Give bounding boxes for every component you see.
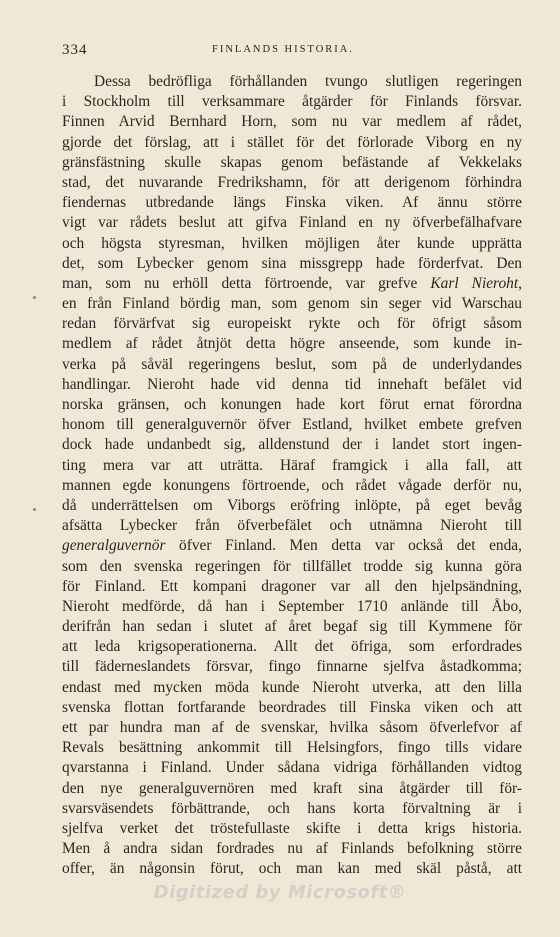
- text-line: ting mera var att uträtta. Häraf framgick i alla fall, att: [62, 456, 522, 474]
- text-line: och högsta styresman, hvilken möjligen åter kunde upprätta: [62, 234, 522, 252]
- digitization-watermark: Digitized by Microsoft®: [153, 882, 407, 903]
- text-line: fiendernas utbredande längs Finska viken. Af ännu större: [62, 194, 522, 212]
- text-line: för Finland. Ett kompani dragoner var all den hjelpsändning,: [62, 577, 522, 595]
- text-line: stad, det nuvarande Fredrikshamn, för att derigenom förhindra: [62, 173, 522, 191]
- text-line: afsätta Lybecker från öfverbefälet och utnämna Nieroht till: [62, 517, 522, 535]
- text-line: dock hade undanbedt sig, alldenstund der i landet stort ingen-: [62, 436, 522, 454]
- text-line: i Stockholm till verksammare åtgärder för Finlands försvar.: [62, 93, 522, 111]
- text-line: Revals besättning ankommit till Helsingfors, fingo tills vidare: [62, 739, 522, 757]
- body-text: [62, 72, 522, 880]
- text-line: mannen egde konungens förtroende, och rådet vågade derför nu,: [62, 476, 522, 494]
- text-line: Men å andra sidan fordrades nu af Finlands befolkning större: [62, 840, 522, 858]
- text-line: sjelfva verket det tröstefullaste skifte i detta krigs historia.: [62, 819, 522, 837]
- text-line: svenska flottan fortfarande beordrades till Finska viken och att: [62, 698, 522, 716]
- text-line: den nye generalguvernören med kraft sina åtgärder till för-: [62, 779, 522, 797]
- text-line: qvarstanna i Finland. Under sådana vidriga förhållanden vidtog: [62, 759, 522, 777]
- page-header: [62, 42, 504, 62]
- text-line: vigt var rådets beslut att gifva Finland en ny öfverbefälhafvare: [62, 214, 522, 232]
- text-line: ett par hundra man af de svenskar, hvilka såsom öfverlefvor af: [62, 719, 522, 736]
- page-number: 334: [62, 42, 88, 58]
- text-line: en från Finland bördig man, som genom sin seger vid Warschau: [62, 295, 522, 313]
- text-line: till fäderneslandets försvar, fingo finnarne sjelfva åstadkomma;: [62, 658, 522, 676]
- text-line: generalguvernör öfver Finland. Men detta var också det enda,: [62, 537, 522, 555]
- text-line: endast med mycken möda kunde Nieroht utverka, att den lilla: [62, 678, 522, 696]
- margin-dot: [33, 508, 36, 511]
- text-line: gränsfästning skulle skapas genom befästande af Vekkelaks: [62, 153, 522, 171]
- text-line: det, som Lybecker genom sina missgrepp hade förderfvat. Den: [62, 254, 522, 272]
- text-line: man, som nu erhöll detta förtroende, var grefve Karl Nieroht,: [62, 274, 523, 292]
- text-line: verka på såväl regeringens beslut, som på de underlydandes: [62, 355, 522, 373]
- text-line: som den svenska regeringen för tillfället trodde sig kunna göra: [62, 557, 522, 575]
- text-line: medlem af rådet åtnjöt detta högre anseende, som kunde in-: [62, 335, 522, 353]
- text-line: Nieroht medförde, då han i September 1710 anlände till Åbo,: [62, 597, 522, 615]
- text-line: redan förvärfvat sig europeiskt rykte och för öfrigt såsom: [62, 315, 522, 333]
- text-line: Dessa bedröfliga förhållanden tvungo slutligen regeringen: [94, 73, 522, 90]
- text-line: gjorde det förslag, att i stället för det förlorade Viborg en ny: [62, 133, 522, 151]
- running-title: FINLANDS HISTORIA.: [212, 44, 354, 55]
- text-line: honom till generalguvernör öfver Estland, hvilket embete grefven: [62, 416, 522, 434]
- text-line: svarsväsendets förbättrande, och hans korta förvaltning är i: [62, 799, 522, 817]
- text-line: derifrån han sedan i slutet af året begaf sig till Kymmene för: [62, 618, 522, 636]
- text-line: offer, än någonsin förut, och man kan med skäl påstå, att: [62, 860, 522, 878]
- text-line: norska gränsen, och konungen hade kort förut ernat förordna: [62, 396, 522, 413]
- margin-dot: [33, 296, 36, 299]
- text-line: Finnen Arvid Bernhard Horn, som nu var medlem af rådet,: [62, 113, 522, 131]
- text-line: handlingar. Nieroht hade vid denna tid innehaft befälet vid: [62, 375, 522, 393]
- text-line: att leda krigsoperationerna. Allt det öfriga, som erfordrades: [62, 638, 522, 656]
- text-line: då underrättelsen om Viborgs eröfring inlöpte, på eget bevåg: [62, 496, 522, 514]
